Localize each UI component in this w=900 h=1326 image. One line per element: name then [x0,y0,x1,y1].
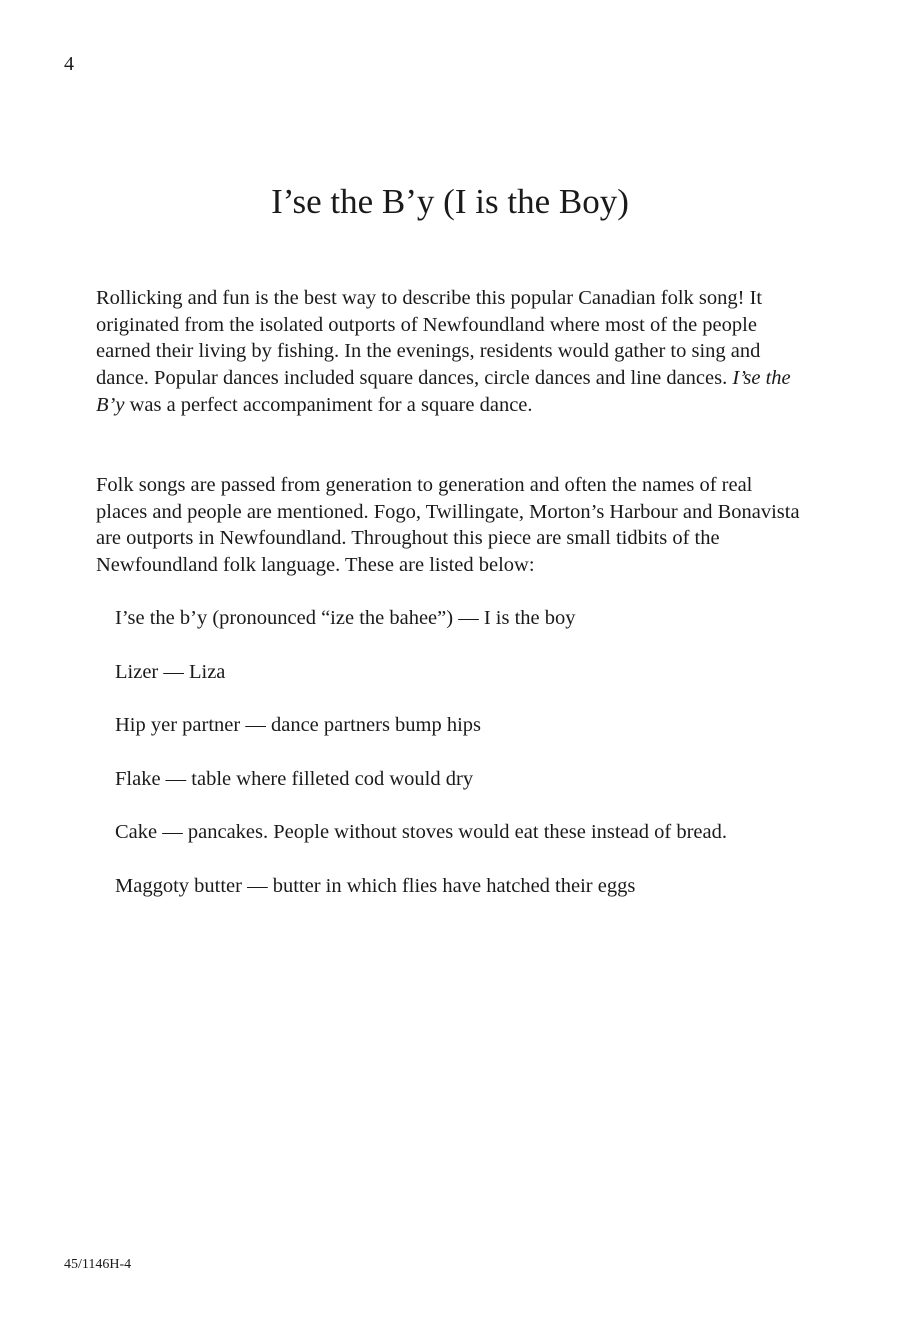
song-title-italic: I’se the B’y [96,367,791,416]
catalog-code: 45/1146H-4 [64,1257,132,1272]
glossary-item: Maggoty butter — butter in which flies have hatched their eggs [115,874,636,897]
intro-text-end: was a perfect accompaniment for a square dance. [124,393,533,416]
intro-text-start: Rollicking and fun is the best way to describe this popular Canadian folk song! It originated from the isolated outports of Newfoundland where most of the people earned their living by fishing. In the evenings, residents would gather to sing and dance. Popular dances included square dances, circle dances and line dances. [96,287,763,390]
glossary-item: Flake — table where filleted cod would dry [115,767,474,790]
glossary-item: Cake — pancakes. People without stoves would eat these instead of bread. [115,821,727,843]
glossary-item: Lizer — Liza [115,660,226,683]
glossary-item: I’se the b’y (pronounced “ize the bahee”) — I is the boy [115,607,576,629]
page-number: 4 [64,53,74,75]
page-title: I’se the B’y (I is the Boy) [271,182,629,221]
glossary-item: Hip yer partner — dance partners bump hips [115,714,482,736]
intro-paragraph [96,285,804,419]
glossary-list [115,605,815,926]
folk-songs-paragraph: Folk songs are passed from generation to generation and often the names of real places and people are mentioned. Fogo, Twillingate, Morton’s Harbour and Bonavista are outports in Newfoundland. Throughout this piece are small tidbits of the Newfoundland folk language. These are listed below: [96,474,800,577]
